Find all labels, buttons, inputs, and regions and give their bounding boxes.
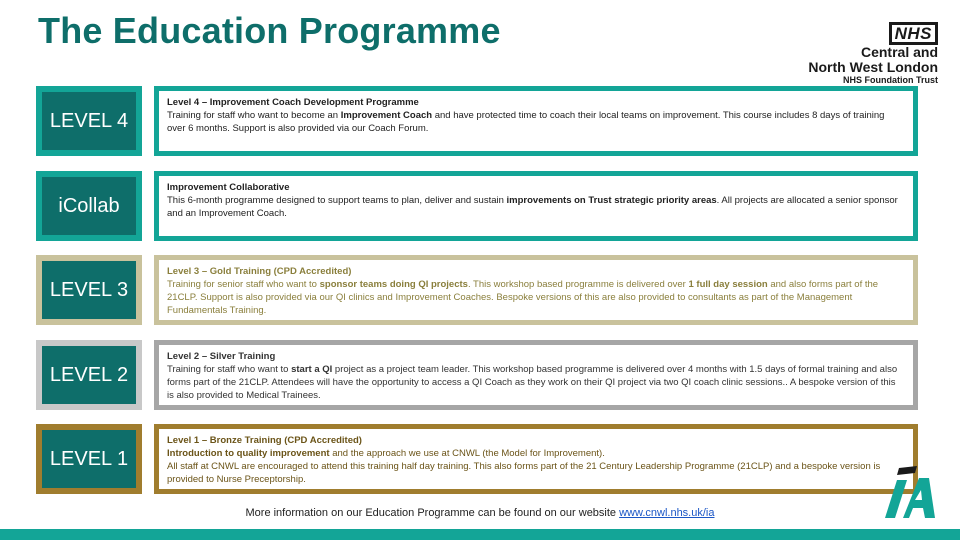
description-text: This 6-month programme designed to support teams to plan, deliver and sustain	[167, 195, 507, 206]
description-text: and the approach we use at CNWL (the Model for Improvement).	[329, 448, 605, 459]
description-highlight: 1 full day session	[688, 279, 768, 290]
level-badge	[36, 255, 142, 325]
nhs-badge: NHS	[889, 22, 938, 45]
level-badge-label: LEVEL 3	[42, 261, 136, 319]
level-badge-label: iCollab	[42, 177, 136, 235]
level-badge	[36, 171, 142, 241]
level-description	[167, 278, 905, 317]
level-badge-label: LEVEL 2	[42, 346, 136, 404]
level-title: Level 1 – Bronze Training (CPD Accredited)	[167, 435, 362, 446]
level-description	[167, 109, 905, 135]
description-highlight: start a QI	[291, 364, 333, 375]
level-description	[167, 363, 905, 402]
level-description-panel	[154, 340, 918, 410]
logo-line-2: North West London	[808, 59, 938, 75]
level-title: Level 2 – Silver Training	[167, 351, 276, 362]
description-text: and have protected time to coach their local teams on improvement. This course includes 8 days of training over 6 months. Support is also provided via our Coach Forum.	[167, 110, 885, 134]
level-description	[167, 447, 905, 486]
footer-info	[0, 507, 960, 519]
level-title: Level 3 – Gold Training (CPD Accredited)	[167, 266, 352, 277]
level-title: Improvement Collaborative	[167, 182, 290, 193]
description-highlight: Improvement Coach	[340, 110, 433, 121]
description-highlight: improvements on Trust strategic priority areas	[506, 195, 717, 206]
description-text: Training for staff who want to become an	[167, 110, 341, 121]
page-title: The Education Programme	[38, 10, 501, 51]
level-description-panel	[154, 86, 918, 156]
description-text: . This workshop based programme is delivered over	[467, 279, 689, 290]
description-highlight: sponsor teams doing QI projects	[319, 279, 468, 290]
description-text: Training for staff who want to	[167, 364, 292, 375]
bottom-bar	[0, 529, 960, 540]
logo-line-1: Central and	[860, 44, 938, 60]
level-description-panel	[154, 255, 918, 325]
description-text: All staff at CNWL are encouraged to attend this training half day training. This also forms part of the 21 Century Leadership Programme (21CLP) and a bespoke version is provided to Nurse Preceptorship.	[167, 461, 881, 485]
website-link[interactable]: www.cnwl.nhs.uk/ia	[619, 507, 715, 519]
logo-line-3: NHS Foundation Trust	[843, 75, 938, 85]
level-badge	[36, 340, 142, 410]
description-highlight: Introduction to quality improvement	[167, 448, 330, 459]
nhs-cnwl-logo	[788, 22, 938, 88]
level-description-panel	[154, 424, 918, 494]
level-badge-label: LEVEL 4	[42, 92, 136, 150]
level-badge-label: LEVEL 1	[42, 430, 136, 488]
footer-text: More information on our Education Programme can be found on our website	[245, 507, 620, 519]
level-description	[167, 194, 905, 220]
level-badge	[36, 86, 142, 156]
description-text: . All projects are allocated a senior sponsor and an Improvement Coach.	[167, 195, 898, 219]
level-title: Level 4 – Improvement Coach Development Programme	[167, 97, 419, 108]
description-text: project as a project team leader. This workshop based programme is delivered over 4 months with 1.5 days of formal training and also forms part of the 21CLP. Attendees will have the opportunity to access a QI Coach as they work on their QI project via two QI coach clinic sessions.. A bespoke version of this is also provided to Medical Trainees.	[167, 364, 898, 401]
level-badge	[36, 424, 142, 494]
ia-logo-icon	[873, 460, 939, 520]
description-text: and also forms part of the 21CLP. Support is also provided via our QI clinics and Improvement Coaches. Bespoke versions of this are also provided to consultants as part of the Management Fundamentals Training.	[167, 279, 879, 316]
description-text: Training for senior staff who want to	[167, 279, 320, 290]
level-description-panel	[154, 171, 918, 241]
